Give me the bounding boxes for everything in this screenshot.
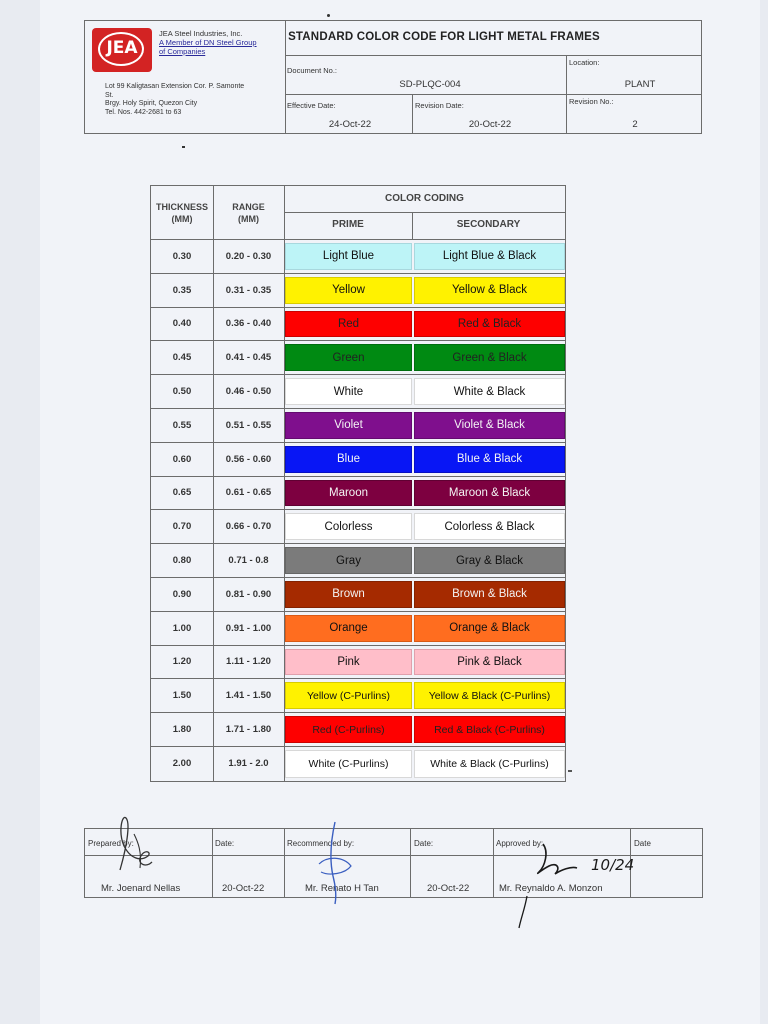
- secondary-color-swatch: Colorless & Black: [414, 513, 565, 540]
- thickness-cell: 0.70: [151, 510, 214, 543]
- secondary-color-swatch: Brown & Black: [414, 581, 565, 608]
- logo-text: JEA: [106, 38, 138, 58]
- prime-color-swatch: Pink: [285, 649, 412, 676]
- table-row: [151, 747, 565, 781]
- location-label: Location:: [569, 58, 600, 67]
- thickness-cell: 0.35: [151, 274, 214, 307]
- table-row: [151, 409, 565, 443]
- range-cell: 0.91 - 1.00: [213, 612, 285, 645]
- thickness-cell: 0.40: [151, 308, 214, 341]
- member-line-2: of Companies: [159, 47, 206, 56]
- thickness-cell: 1.80: [151, 713, 214, 746]
- table-row: [151, 308, 565, 342]
- range-cell: 1.41 - 1.50: [213, 679, 285, 712]
- range-cell: 0.20 - 0.30: [213, 240, 285, 273]
- address-line-2: St.: [105, 91, 114, 99]
- table-row: [151, 646, 565, 680]
- document-no-value: SD-PLQC-004: [399, 79, 461, 90]
- prime-color-swatch: Orange: [285, 615, 412, 642]
- range-cell: 0.41 - 0.45: [213, 341, 285, 374]
- range-cell: 0.56 - 0.60: [213, 443, 285, 476]
- thickness-cell: 0.65: [151, 477, 214, 510]
- prime-color-swatch: Yellow: [285, 277, 412, 304]
- prepared-date-value: 20-Oct-22: [222, 883, 265, 894]
- prepared-by-name: Mr. Joenard Nellas: [101, 883, 181, 894]
- table-row: [151, 578, 565, 612]
- prime-color-swatch: White: [285, 378, 412, 405]
- col-color-coding-header: COLOR CODING: [385, 193, 464, 204]
- col-prime-header: PRIME: [332, 219, 364, 230]
- range-cell: 0.36 - 0.40: [213, 308, 285, 341]
- table-row: [151, 544, 565, 578]
- thickness-cell: 1.00: [151, 612, 214, 645]
- range-cell: 0.31 - 0.35: [213, 274, 285, 307]
- secondary-color-swatch: Red & Black: [414, 311, 565, 338]
- thickness-cell: 0.45: [151, 341, 214, 374]
- effective-date-value: 24-Oct-22: [328, 119, 372, 130]
- table-row: [151, 679, 565, 713]
- company-block: [159, 29, 257, 56]
- range-cell: 0.61 - 0.65: [213, 477, 285, 510]
- prime-color-swatch: Gray: [285, 547, 412, 574]
- location-value: PLANT: [624, 79, 656, 90]
- prime-color-swatch: Light Blue: [285, 243, 412, 270]
- revision-no-label: Revision No.:: [569, 97, 614, 106]
- col-range-header: RANGE (MM): [232, 202, 265, 224]
- thickness-cell: 0.50: [151, 375, 214, 408]
- table-row: [151, 477, 565, 511]
- secondary-color-swatch: White & Black: [414, 378, 565, 405]
- approved-date-label: Date: [634, 839, 651, 848]
- thickness-cell: 0.90: [151, 578, 214, 611]
- range-cell: 0.81 - 0.90: [213, 578, 285, 611]
- thickness-cell: 0.55: [151, 409, 214, 442]
- thickness-cell: 0.60: [151, 443, 214, 476]
- print-dot: [182, 146, 185, 148]
- col-secondary-header: SECONDARY: [456, 219, 521, 230]
- address-line-3: Brgy. Holy Spirit, Quezon City: [105, 100, 198, 107]
- secondary-color-swatch: Gray & Black: [414, 547, 565, 574]
- thickness-cell: 1.50: [151, 679, 214, 712]
- prime-color-swatch: White (C-Purlins): [285, 750, 412, 778]
- print-dot: [568, 770, 572, 772]
- table-row: [151, 713, 565, 747]
- secondary-color-swatch: Blue & Black: [414, 446, 565, 473]
- prime-color-swatch: Brown: [285, 581, 412, 608]
- range-cell: 0.66 - 0.70: [213, 510, 285, 543]
- document-no-label: Document No.:: [287, 66, 338, 75]
- prime-color-swatch: Yellow (C-Purlins): [285, 682, 412, 709]
- table-row: [151, 240, 565, 274]
- prime-color-swatch: Red (C-Purlins): [285, 716, 412, 743]
- member-line-1: A Member of DN Steel Group: [159, 38, 257, 47]
- table-row: [151, 375, 565, 409]
- document-header: [84, 20, 702, 134]
- secondary-color-swatch: Pink & Black: [414, 649, 565, 676]
- recommended-date-value: 20-Oct-22: [427, 883, 470, 894]
- secondary-color-swatch: Yellow & Black: [414, 277, 565, 304]
- color-code-table: [150, 185, 566, 782]
- range-cell: 0.51 - 0.55: [213, 409, 285, 442]
- revision-date-value: 20-Oct-22: [468, 119, 512, 130]
- range-cell: 0.46 - 0.50: [213, 375, 285, 408]
- range-cell: 1.71 - 1.80: [213, 713, 285, 746]
- secondary-color-swatch: Light Blue & Black: [414, 243, 565, 270]
- secondary-color-swatch: Red & Black (C-Purlins): [414, 716, 565, 743]
- thickness-cell: 0.30: [151, 240, 214, 273]
- address-line-4: Tel. Nos. 442-2681 to 63: [105, 108, 182, 116]
- secondary-color-swatch: Maroon & Black: [414, 480, 565, 507]
- jea-logo: [92, 28, 152, 72]
- prime-color-swatch: Colorless: [285, 513, 412, 540]
- secondary-color-swatch: Yellow & Black (C-Purlins): [414, 682, 565, 709]
- prime-color-swatch: Blue: [285, 446, 412, 473]
- print-dot: [327, 14, 330, 17]
- secondary-color-swatch: Orange & Black: [414, 615, 565, 642]
- approved-by-name: Mr. Reynaldo A. Monzon: [499, 883, 603, 894]
- thickness-cell: 0.80: [151, 544, 214, 577]
- revision-date-label: Revision Date:: [415, 101, 464, 110]
- recommended-date-label: Date:: [414, 839, 434, 848]
- table-row: [151, 510, 565, 544]
- document-title: STANDARD COLOR CODE FOR LIGHT METAL FRAMES: [288, 31, 600, 43]
- thickness-cell: 2.00: [151, 747, 214, 781]
- range-cell: 0.71 - 0.8: [213, 544, 285, 577]
- table-header: [151, 186, 565, 240]
- table-row: [151, 341, 565, 375]
- table-row: [151, 443, 565, 477]
- prime-color-swatch: Green: [285, 344, 412, 371]
- secondary-color-swatch: Green & Black: [414, 344, 565, 371]
- company-name: JEA Steel Industries, Inc.: [159, 29, 243, 38]
- prime-color-swatch: Violet: [285, 412, 412, 439]
- company-address: [105, 83, 283, 117]
- signature-block: [84, 828, 703, 898]
- range-cell: 1.91 - 2.0: [213, 747, 285, 781]
- col-thickness-header: THICKNESS (MM): [155, 202, 208, 224]
- table-row: [151, 274, 565, 308]
- recommended-by-label: Recommended by:: [287, 839, 355, 848]
- prime-color-swatch: Maroon: [285, 480, 412, 507]
- prepared-by-label: Prepared by:: [88, 839, 134, 848]
- recommended-by-name: Mr. Renato H Tan: [305, 883, 379, 894]
- secondary-color-swatch: White & Black (C-Purlins): [414, 750, 565, 778]
- approved-handwritten-date: 10/24: [591, 856, 635, 874]
- range-cell: 1.11 - 1.20: [213, 646, 285, 679]
- revision-no-value: 2: [632, 119, 638, 130]
- table-row: [151, 612, 565, 646]
- effective-date-label: Effective Date:: [287, 101, 336, 110]
- secondary-color-swatch: Violet & Black: [414, 412, 565, 439]
- approved-by-label: Approved by:: [496, 839, 544, 848]
- table-body: [151, 240, 565, 781]
- prepared-date-label: Date:: [215, 839, 235, 848]
- address-line-1: Lot 99 Kaligtasan Extension Cor. P. Samonte: [105, 83, 245, 90]
- thickness-cell: 1.20: [151, 646, 214, 679]
- prime-color-swatch: Red: [285, 311, 412, 338]
